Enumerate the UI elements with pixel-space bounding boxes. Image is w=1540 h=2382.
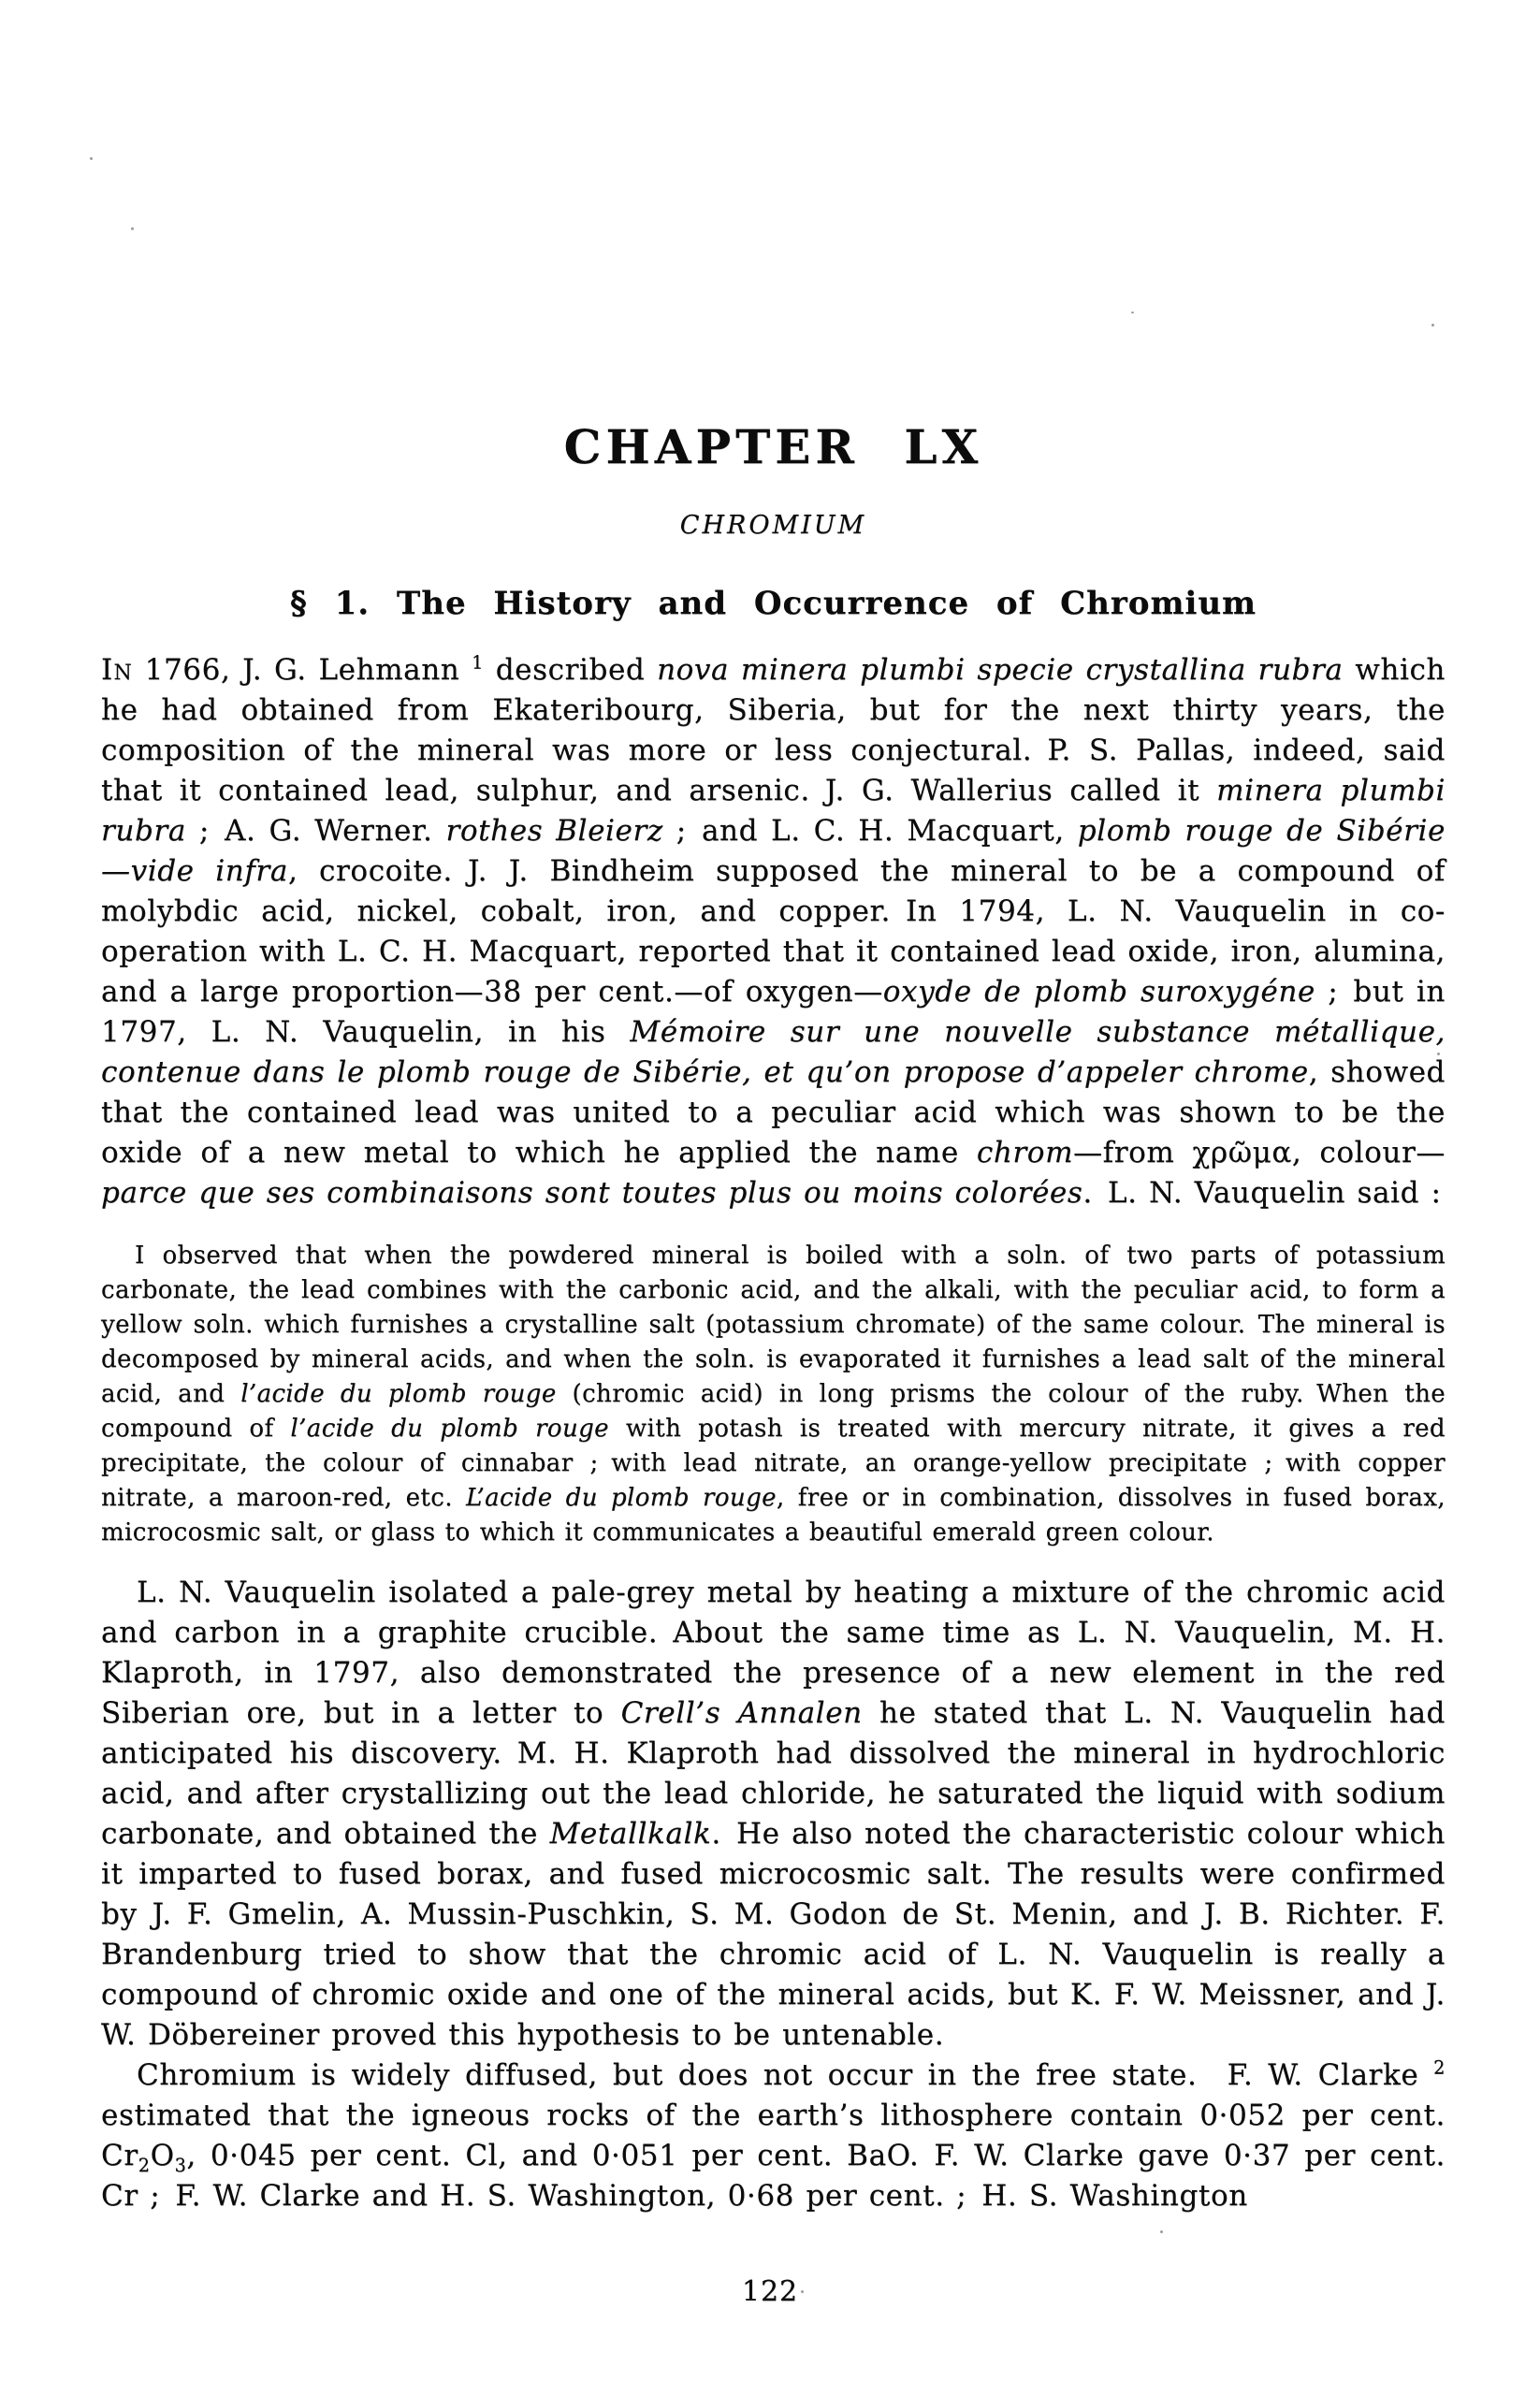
text-run-italic: oxyde de plomb suroxygéne xyxy=(882,975,1315,1009)
text-run: . L. N. Vauquelin said : xyxy=(1082,1176,1442,1210)
text-run-italic: minera plumbi rubra xyxy=(101,774,1446,848)
text-run: ; but in 1797, L. N. Vauquelin, in his xyxy=(101,975,1446,1049)
text-run: I observed that when the powdered mineral is boiled with a soln. of two parts of potassium carbonate, the lead combines with the carbonic acid, and the alkali, with the peculiar acid, to form a yellow soln. which furnishes a crystalline salt (potassium chromate) of the same colour. The mineral is decomposed by mineral acids, and when the soln. is evaporated it furnishes a lead salt of the mineral acid, and xyxy=(101,1242,1446,1408)
text-run-italic: Crell’s Annalen xyxy=(620,1696,863,1730)
text-run: —from xyxy=(1073,1136,1193,1169)
text-run-italic: parce que ses combinaisons sont toutes plus ou moins colorées xyxy=(101,1176,1083,1210)
text-run: L. N. Vauquelin isolated a pale-grey metal by heating a mixture of the chromic acid and carbon in a graphite crucible. About the same time as L. N. Vauquelin, M. H. Klaproth, in 1797, also demonstrated the presence of a new element in the red Siberian ore, but in a letter to xyxy=(101,1576,1446,1730)
scan-speck xyxy=(1131,312,1134,313)
text-run: O xyxy=(150,2139,175,2172)
text-run-smallcaps: In xyxy=(101,653,133,687)
text-run-italic: nova minera plumbi specie crystallina rubra xyxy=(657,653,1344,687)
chemical-subscript: 3 xyxy=(174,2155,187,2177)
chapter-subject: CHROMIUM xyxy=(679,511,867,540)
text-run-italic: chrom xyxy=(976,1136,1074,1169)
scan-speck xyxy=(90,157,93,160)
text-run: (chromic acid) in long prisms the colour of the ruby. When the compound of xyxy=(101,1380,1446,1443)
scan-speck xyxy=(1160,2230,1163,2233)
section-heading: § 1. The History and Occurrence of Chromium xyxy=(289,585,1257,622)
text-run: ; and L. C. H. Macquart, xyxy=(662,814,1078,848)
text-run: ; A. G. Werner. xyxy=(185,814,446,848)
text-run: with potash is treated with mercury nitrate, it gives a red precipitate, the colour of cinnabar ; with lead nitrate, an orange-yellow precipitate ; with copper nitrate, a maroon-red, etc. xyxy=(101,1415,1446,1512)
text-run-italic: Mémoire sur une nouvelle substance métallique, contenue dans le plomb rouge de Sibérie, et qu’on propose d’appeler chrome xyxy=(101,1015,1446,1089)
scan-speck xyxy=(131,227,134,230)
footnote-marker-1: 1 xyxy=(472,651,484,674)
chapter-title: CHAPTER LX xyxy=(563,419,983,474)
text-run: , showed that the contained lead was united to a peculiar acid which was shown to be the oxide of a new metal to which he applied the name xyxy=(101,1055,1446,1169)
footnote-marker-2: 2 xyxy=(1433,2056,1446,2079)
paragraph-history-intro xyxy=(101,650,1446,1213)
chemical-subscript: 2 xyxy=(138,2155,151,2177)
text-run-italic: l’acide du plomb rouge xyxy=(290,1415,609,1443)
scan-speck xyxy=(1431,324,1434,327)
text-run: described xyxy=(483,653,658,687)
paragraph-occurrence xyxy=(101,2055,1446,2216)
text-run: estimated that the igneous rocks of the earth’s lithosphere contain 0·052 per cent. Cr xyxy=(101,2099,1446,2172)
text-run: , colour— xyxy=(1291,1136,1446,1169)
text-run: , crocoite. J. J. Bindheim supposed the mineral to be a compound of molybdic acid, nickel, cobalt, iron, and copper. In 1794, L. N. Vauquelin in co-operation with L. C. H. Macquart, reported that it contained lead oxide, iron, alumina, and a large proportion—38 per cent.—of oxygen— xyxy=(101,854,1446,1009)
text-run-italic: plomb rouge de Sibérie—vide infra xyxy=(101,814,1446,888)
text-run: he stated that L. N. Vauquelin had anticipated his discovery. M. H. Klaproth had dissolved the mineral in hydrochloric acid, and after crystallizing out the lead chloride, he saturated the liquid with sodium carbonate, and obtained the xyxy=(101,1696,1446,1851)
text-run: , 0·045 per cent. Cl, and 0·051 per cent. BaO. F. W. Clarke gave 0·37 per cent. Cr ; F. W. Clarke and H. S. Washington, 0·68 per cent. ; H. S. Washington xyxy=(101,2139,1446,2213)
text-run-italic: Metallkalk xyxy=(549,1817,712,1851)
paragraph-isolation xyxy=(101,1573,1446,2055)
blockquote-vauquelin xyxy=(101,1239,1446,1550)
text-run-italic: L’acide du plomb rouge xyxy=(466,1484,777,1512)
page-number: 122 xyxy=(741,2275,799,2308)
text-run-italic: l’acide du plomb rouge xyxy=(240,1380,557,1408)
text-run: Chromium is widely diffused, but does not occur in the free state. F. W. Clarke xyxy=(137,2058,1434,2092)
text-run: , free or in combination, dissolves in fused borax, microcosmic salt, or glass to which it communicates a beautiful emerald green colour. xyxy=(101,1484,1446,1547)
text-run-italic: rothes Bleierz xyxy=(445,814,663,848)
text-run: 1766, J. G. Lehmann xyxy=(132,653,472,687)
scan-speck xyxy=(1437,1053,1440,1055)
text-run: . He also noted the characteristic colour which it imparted to fused borax, and fused microcosmic salt. The results were confirmed by J. F. Gmelin, A. Mussin-Puschkin, S. M. Godon de St. Menin, and J. B. Richter. F. Brandenburg tried to show that the chromic acid of L. N. Vauquelin is really a compound of chromic oxide and one of the mineral acids, but K. F. W. Meissner, and J. W. Döbereiner proved this hypothesis to be untenable. xyxy=(101,1817,1446,2052)
text-run: which he had obtained from Ekateribourg, Siberia, but for the next thirty years, the composition of the mineral was more or less conjectural. P. S. Pallas, indeed, said that it contained lead, sulphur, and arsenic. J. G. Wallerius called it xyxy=(101,653,1446,807)
text-run-greek: χρῶμα xyxy=(1192,1136,1292,1169)
